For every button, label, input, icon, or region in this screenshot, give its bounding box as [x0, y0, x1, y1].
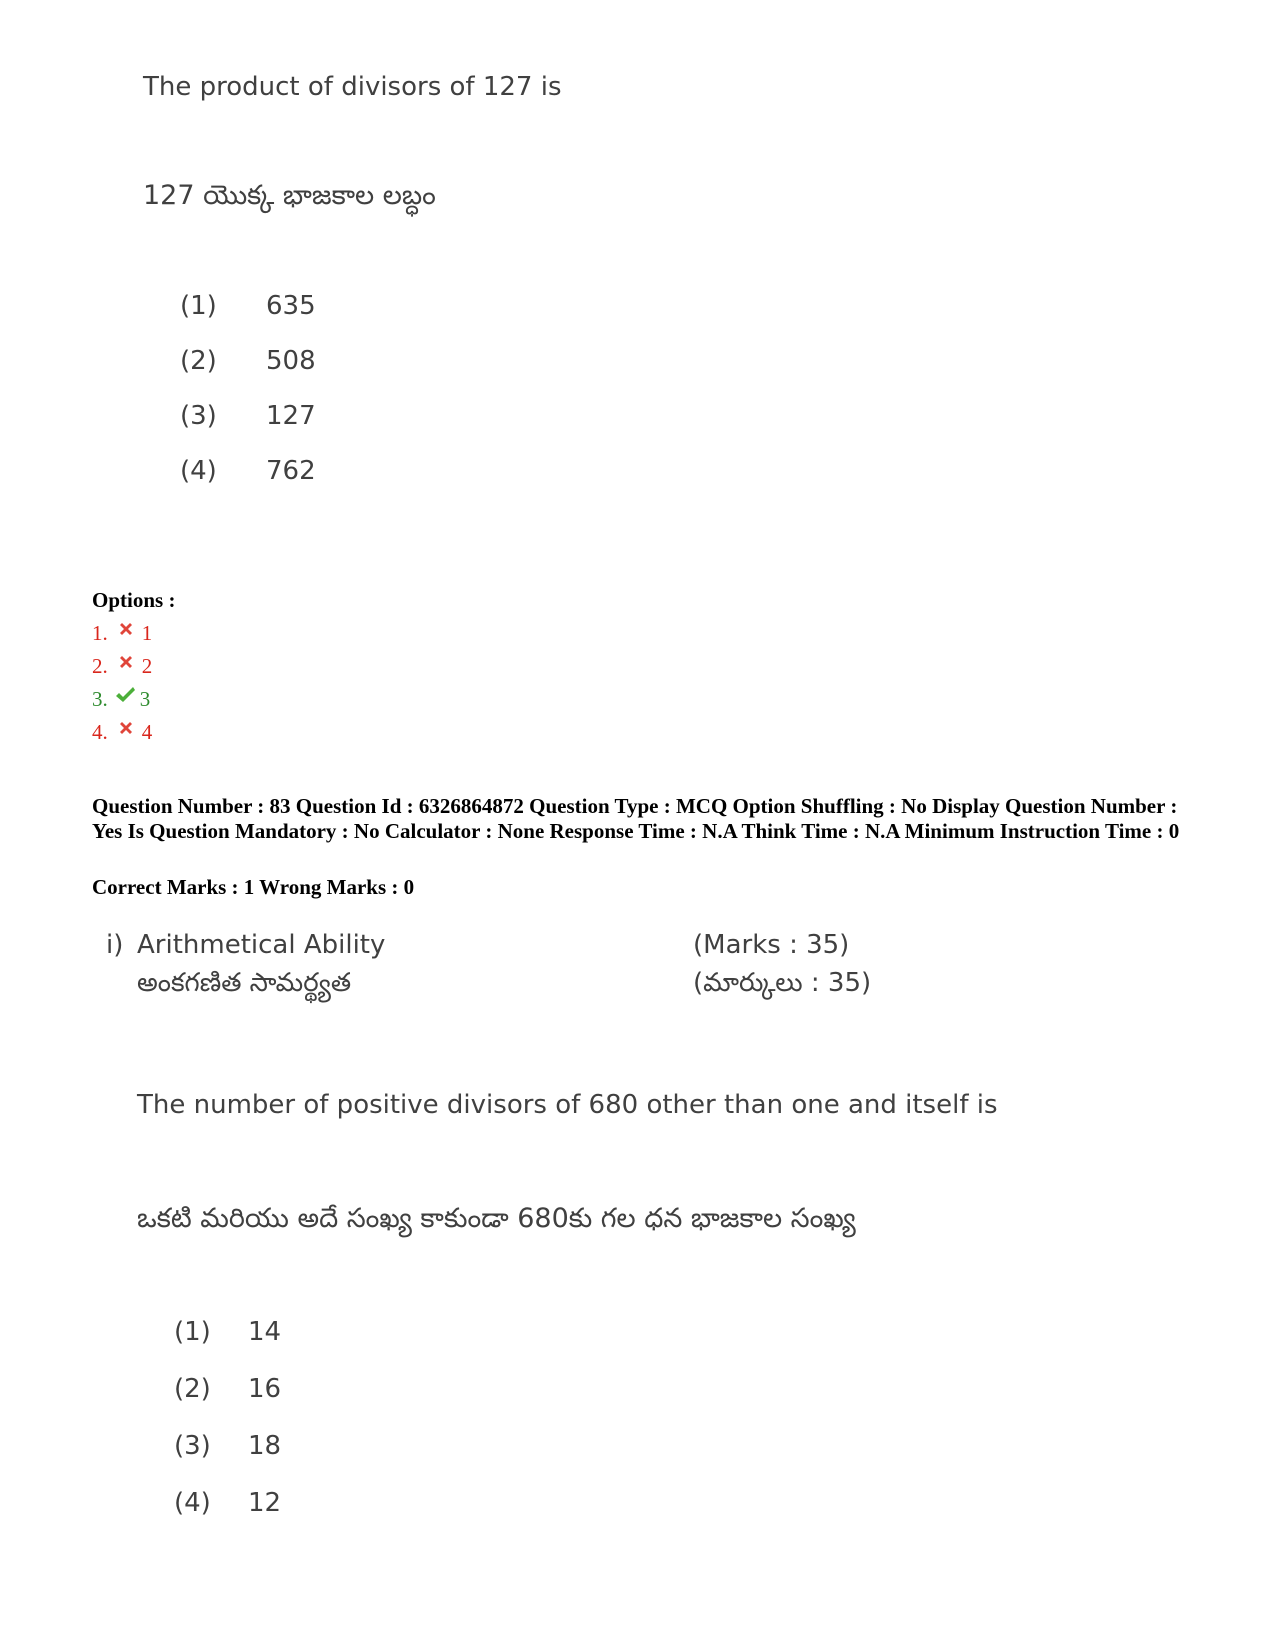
q1-choice-value: 508	[266, 346, 316, 376]
q1-choice-value: 635	[266, 291, 316, 321]
answer-option	[92, 686, 152, 712]
section-marks-en: (Marks : 35)	[693, 930, 850, 960]
question-meta: Question Number : 83 Question Id : 6326864872 Question Type : MCQ Option Shuffling : No Display Question Number : Yes Is Question Mandatory : No Calculator : None Response Time : N.A Think Time : N.A Minimum Instruction Time : 0	[92, 794, 1180, 843]
options-heading: Options :	[92, 588, 176, 612]
section-title-te: అంకగణిత సామర్థ్యత	[137, 968, 352, 998]
q1-choice-num: (1)	[180, 291, 217, 321]
q1-question-en: The product of divisors of 127 is	[143, 72, 562, 102]
q2-question-en: The number of positive divisors of 680 other than one and itself is	[137, 1090, 998, 1120]
q2-choice-num: (4)	[174, 1488, 211, 1518]
marks-meta: Correct Marks : 1 Wrong Marks : 0	[92, 875, 415, 899]
q2-choice-num: (2)	[174, 1374, 211, 1404]
answer-option	[92, 620, 152, 646]
section-index: i)	[106, 930, 124, 960]
q2-choice-value: 16	[248, 1374, 282, 1404]
check-icon	[114, 685, 134, 705]
cross-icon	[116, 619, 136, 639]
answer-option	[92, 719, 152, 745]
q2-question-te: ఒకటి మరియు అదే సంఖ్య కాకుండా 680కు గల ధన భాజకాల సంఖ్య	[137, 1203, 856, 1234]
answer-option-num: 1.	[92, 620, 108, 645]
answer-option-label: 2	[141, 653, 153, 678]
cross-icon	[116, 652, 136, 672]
q2-choice-num: (3)	[174, 1431, 211, 1461]
q1-choice-value: 762	[266, 456, 316, 486]
answer-options-list	[92, 620, 152, 745]
answer-option	[92, 653, 152, 679]
q1-choice-num: (2)	[180, 346, 217, 376]
q1-choice-num: (4)	[180, 456, 217, 486]
cross-icon	[116, 718, 136, 738]
answer-option-num: 3.	[92, 686, 108, 711]
q1-choice-value: 127	[266, 401, 316, 431]
answer-option-label: 3	[139, 686, 151, 711]
section-marks-te: (మార్కులు : 35)	[693, 968, 872, 998]
answer-option-num: 4.	[92, 719, 108, 744]
q1-choice-num: (3)	[180, 401, 217, 431]
answer-option-num: 2.	[92, 653, 108, 678]
q2-choice-value: 18	[248, 1431, 282, 1461]
q2-choice-value: 12	[248, 1488, 282, 1518]
answer-option-label: 1	[141, 620, 153, 645]
q2-choice-value: 14	[248, 1317, 282, 1347]
section-title-en: Arithmetical Ability	[137, 930, 386, 960]
answer-option-label: 4	[141, 719, 153, 744]
q1-question-te: 127 యొక్క భాజకాల లబ్ధం	[143, 180, 436, 211]
q2-choice-num: (1)	[174, 1317, 211, 1347]
